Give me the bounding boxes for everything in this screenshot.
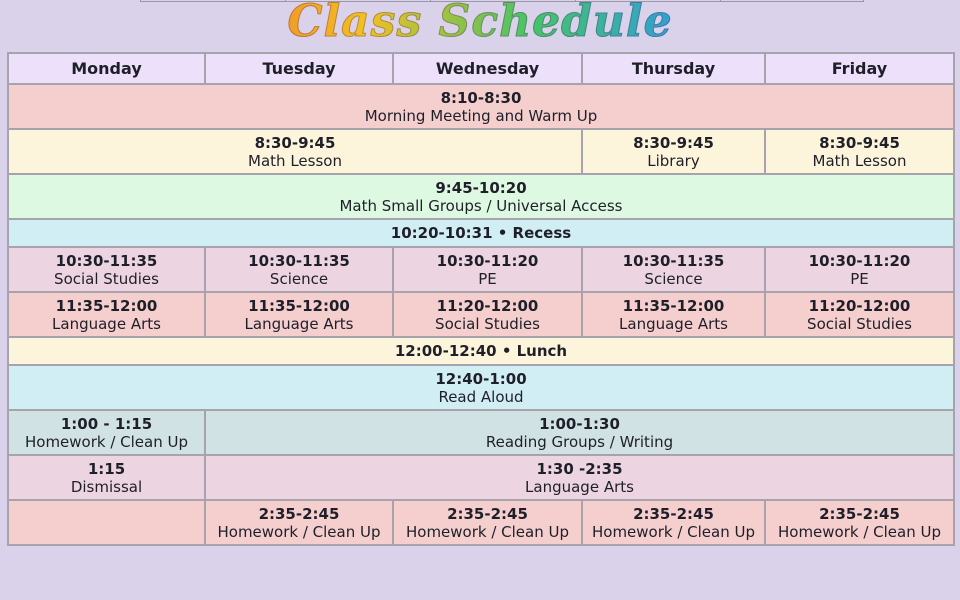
row-read-aloud xyxy=(8,365,954,410)
cell-block2-wednesday xyxy=(393,247,582,292)
activity-label: Homework / Clean Up xyxy=(405,522,570,541)
time-label: 11:35-12:00 xyxy=(55,296,158,315)
row-block2 xyxy=(8,247,954,292)
time-label: 1:30 -2:35 xyxy=(536,459,623,478)
time-label: 8:10-8:30 xyxy=(440,88,522,107)
cell-end-thursday xyxy=(582,500,765,545)
cell-empty-monday xyxy=(8,500,205,545)
row-reading xyxy=(8,410,954,455)
time-label: 11:35-12:00 xyxy=(248,296,350,315)
activity-label: Social Studies xyxy=(54,269,159,288)
time-label: 8:30-9:45 xyxy=(633,133,714,152)
header-tuesday: Tuesday xyxy=(205,53,393,84)
cell-block3-tuesday xyxy=(205,292,393,337)
cell-recess xyxy=(8,219,954,247)
activity-label: Homework / Clean Up xyxy=(777,522,942,541)
activity-label: Language Arts xyxy=(52,314,161,333)
row-morning-meeting xyxy=(8,84,954,129)
time-label: 8:30-9:45 xyxy=(254,133,336,152)
row-end-of-day xyxy=(8,500,954,545)
time-label: 2:35-2:45 xyxy=(258,504,340,523)
time-label: 2:35-2:45 xyxy=(819,504,900,523)
time-label: 10:30-11:20 xyxy=(436,251,539,270)
time-label: 11:20-12:00 xyxy=(436,296,539,315)
activity-label: Morning Meeting and Warm Up xyxy=(364,106,598,125)
cell-block2-friday xyxy=(765,247,954,292)
row-block1 xyxy=(8,129,954,174)
activity-label: PE xyxy=(478,269,497,288)
cell-block3-friday xyxy=(765,292,954,337)
activity-label: Social Studies xyxy=(807,314,912,333)
time-label: 8:30-9:45 xyxy=(819,133,900,152)
time-label: 10:30-11:35 xyxy=(622,251,725,270)
activity-label: Language Arts xyxy=(525,477,634,496)
activity-label: Social Studies xyxy=(435,314,540,333)
time-label: 12:40-1:00 xyxy=(435,369,527,388)
header-friday: Friday xyxy=(765,53,954,84)
cell-homework-monday xyxy=(8,410,205,455)
cell-read-aloud xyxy=(8,365,954,410)
time-label: 10:30-11:20 xyxy=(808,251,911,270)
cell-end-wednesday xyxy=(393,500,582,545)
day-header-row xyxy=(8,53,954,84)
activity-label: Homework / Clean Up xyxy=(217,522,381,541)
cell-end-friday xyxy=(765,500,954,545)
activity-label: Read Aloud xyxy=(438,387,524,406)
cell-lunch xyxy=(8,337,954,365)
cell-library-thursday xyxy=(582,129,765,174)
header-thursday: Thursday xyxy=(582,53,765,84)
cell-math-lesson-mtw xyxy=(8,129,582,174)
cell-small-groups xyxy=(8,174,954,219)
cell-block2-tuesday xyxy=(205,247,393,292)
activity-label: Science xyxy=(644,269,703,288)
activity-label: Math Lesson xyxy=(248,151,342,170)
cell-block3-wednesday xyxy=(393,292,582,337)
cell-end-tuesday xyxy=(205,500,393,545)
time-label: 2:35-2:45 xyxy=(447,504,528,523)
recess-label: 10:20-10:31 • Recess xyxy=(390,224,572,242)
page-title: Class Schedule xyxy=(0,0,960,50)
time-label: 11:35-12:00 xyxy=(622,296,725,315)
activity-label: Dismissal xyxy=(70,477,143,496)
cell-block3-monday xyxy=(8,292,205,337)
activity-label: Math Small Groups / Universal Access xyxy=(339,196,623,215)
cell-math-lesson-friday xyxy=(765,129,954,174)
schedule-table xyxy=(7,52,955,546)
row-lunch xyxy=(8,337,954,365)
time-label: 10:30-11:35 xyxy=(55,251,158,270)
time-label: 2:35-2:45 xyxy=(633,504,714,523)
cell-block2-monday xyxy=(8,247,205,292)
cell-block2-thursday xyxy=(582,247,765,292)
cell-language-arts-afternoon xyxy=(205,455,954,500)
time-label: 11:20-12:00 xyxy=(808,296,911,315)
activity-label: PE xyxy=(850,269,869,288)
row-dismissal xyxy=(8,455,954,500)
row-small-groups xyxy=(8,174,954,219)
activity-label: Language Arts xyxy=(244,314,354,333)
header-monday: Monday xyxy=(8,53,205,84)
row-block3 xyxy=(8,292,954,337)
activity-label: Reading Groups / Writing xyxy=(485,432,674,451)
cell-dismissal-monday xyxy=(8,455,205,500)
time-label: 10:30-11:35 xyxy=(248,251,350,270)
activity-label: Science xyxy=(269,269,329,288)
cell-reading-groups xyxy=(205,410,954,455)
activity-label: Language Arts xyxy=(619,314,728,333)
time-label: 1:00 - 1:15 xyxy=(60,414,153,433)
time-label: 1:15 xyxy=(87,459,126,478)
activity-label: Homework / Clean Up xyxy=(24,432,189,451)
activity-label: Homework / Clean Up xyxy=(591,522,756,541)
activity-label: Library xyxy=(647,151,700,170)
activity-label: Math Lesson xyxy=(812,151,907,170)
lunch-label: 12:00-12:40 • Lunch xyxy=(394,342,568,360)
time-label: 1:00-1:30 xyxy=(539,414,620,433)
cell-morning-meeting xyxy=(8,84,954,129)
cell-block3-thursday xyxy=(582,292,765,337)
header-wednesday: Wednesday xyxy=(393,53,582,84)
time-label: 9:45-10:20 xyxy=(435,178,527,197)
row-recess xyxy=(8,219,954,247)
